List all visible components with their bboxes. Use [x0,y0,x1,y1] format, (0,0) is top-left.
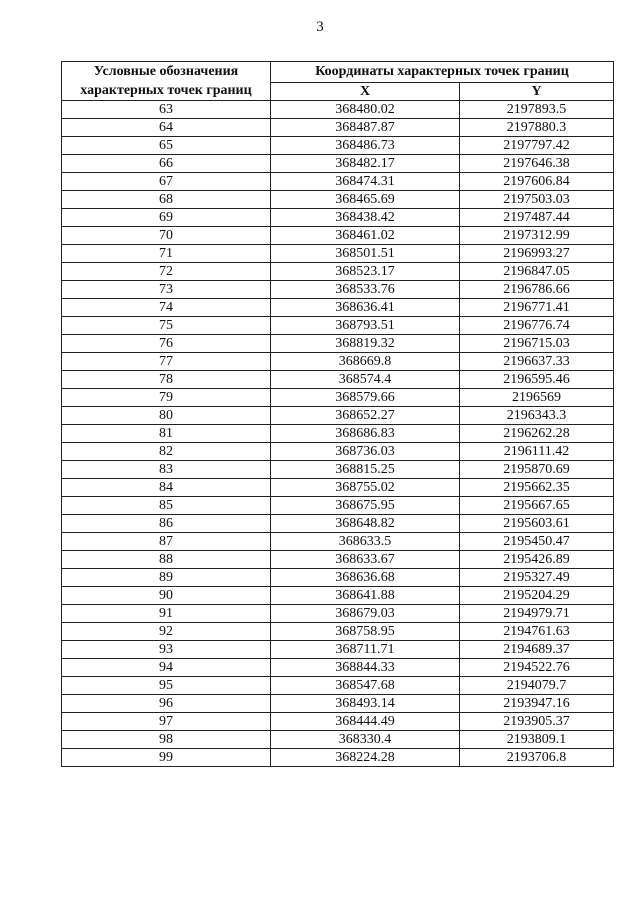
y-cell: 2196595.46 [460,371,614,389]
x-cell: 368493.14 [271,695,460,713]
y-cell: 2195426.89 [460,551,614,569]
y-cell: 2194689.37 [460,641,614,659]
point-cell: 65 [62,137,271,155]
table-row [62,497,614,515]
y-cell: 2195662.35 [460,479,614,497]
point-cell: 91 [62,605,271,623]
point-cell: 63 [62,101,271,119]
x-cell: 368633.67 [271,551,460,569]
y-cell: 2194761.63 [460,623,614,641]
x-cell: 368487.87 [271,119,460,137]
x-cell: 368486.73 [271,137,460,155]
point-cell: 94 [62,659,271,677]
table-row [62,461,614,479]
table-row [62,695,614,713]
point-cell: 75 [62,317,271,335]
point-cell: 81 [62,425,271,443]
y-cell: 2195450.47 [460,533,614,551]
x-cell: 368501.51 [271,245,460,263]
y-cell: 2196637.33 [460,353,614,371]
y-cell: 2196993.27 [460,245,614,263]
table-row [62,353,614,371]
point-cell: 76 [62,335,271,353]
table-row [62,641,614,659]
x-cell: 368444.49 [271,713,460,731]
table-row [62,263,614,281]
table-row [62,551,614,569]
x-cell: 368482.17 [271,155,460,173]
x-cell: 368819.32 [271,335,460,353]
header-coordinates: Координаты характерных точек границ [271,62,614,83]
x-cell: 368758.95 [271,623,460,641]
x-cell: 368533.76 [271,281,460,299]
table-row [62,569,614,587]
x-cell: 368736.03 [271,443,460,461]
table-row [62,407,614,425]
x-cell: 368438.42 [271,209,460,227]
point-cell: 73 [62,281,271,299]
x-cell: 368675.95 [271,497,460,515]
table-row [62,677,614,695]
y-cell: 2197312.99 [460,227,614,245]
table-row [62,425,614,443]
x-cell: 368652.27 [271,407,460,425]
table-row [62,335,614,353]
table-row [62,155,614,173]
x-cell: 368844.33 [271,659,460,677]
y-cell: 2196111.42 [460,443,614,461]
y-cell: 2197503.03 [460,191,614,209]
y-cell: 2197606.84 [460,173,614,191]
header-designations: Условные обозначения характерных точек границ [62,62,271,101]
x-cell: 368815.25 [271,461,460,479]
coordinates-table [61,61,614,767]
table-row [62,317,614,335]
point-cell: 88 [62,551,271,569]
x-cell: 368474.31 [271,173,460,191]
point-cell: 78 [62,371,271,389]
table-row [62,371,614,389]
point-cell: 77 [62,353,271,371]
point-cell: 70 [62,227,271,245]
y-cell: 2196771.41 [460,299,614,317]
table-row [62,137,614,155]
table-row [62,245,614,263]
point-cell: 74 [62,299,271,317]
x-cell: 368574.4 [271,371,460,389]
x-cell: 368579.66 [271,389,460,407]
y-cell: 2196262.28 [460,425,614,443]
point-cell: 86 [62,515,271,533]
y-cell: 2193706.8 [460,749,614,767]
point-cell: 99 [62,749,271,767]
x-cell: 368330.4 [271,731,460,749]
y-cell: 2196847.05 [460,263,614,281]
point-cell: 93 [62,641,271,659]
y-cell: 2197893.5 [460,101,614,119]
y-cell: 2193947.16 [460,695,614,713]
y-cell: 2195667.65 [460,497,614,515]
point-cell: 98 [62,731,271,749]
point-cell: 95 [62,677,271,695]
table-row [62,587,614,605]
x-cell: 368461.02 [271,227,460,245]
x-cell: 368686.83 [271,425,460,443]
y-cell: 2196343.3 [460,407,614,425]
y-cell: 2194522.76 [460,659,614,677]
x-cell: 368547.68 [271,677,460,695]
point-cell: 84 [62,479,271,497]
y-cell: 2197880.3 [460,119,614,137]
x-cell: 368633.5 [271,533,460,551]
point-cell: 89 [62,569,271,587]
y-cell: 2194979.71 [460,605,614,623]
table-row [62,101,614,119]
point-cell: 67 [62,173,271,191]
point-cell: 68 [62,191,271,209]
x-cell: 368711.71 [271,641,460,659]
point-cell: 92 [62,623,271,641]
point-cell: 97 [62,713,271,731]
table-row [62,533,614,551]
y-cell: 2197797.42 [460,137,614,155]
y-cell: 2196776.74 [460,317,614,335]
table-row [62,713,614,731]
point-cell: 96 [62,695,271,713]
table-row [62,605,614,623]
x-cell: 368793.51 [271,317,460,335]
point-cell: 79 [62,389,271,407]
table-row [62,209,614,227]
table-row [62,515,614,533]
x-cell: 368679.03 [271,605,460,623]
table-row [62,119,614,137]
point-cell: 83 [62,461,271,479]
x-cell: 368224.28 [271,749,460,767]
y-cell: 2195603.61 [460,515,614,533]
point-cell: 87 [62,533,271,551]
y-cell: 2195204.29 [460,587,614,605]
point-cell: 90 [62,587,271,605]
page-number: 3 [316,19,324,35]
x-cell: 368636.41 [271,299,460,317]
table-row [62,731,614,749]
table-row [62,443,614,461]
table-row [62,281,614,299]
header-y: Y [460,82,614,100]
table-row [62,389,614,407]
table-row [62,749,614,767]
table-row [62,659,614,677]
point-cell: 64 [62,119,271,137]
x-cell: 368465.69 [271,191,460,209]
point-cell: 80 [62,407,271,425]
x-cell: 368523.17 [271,263,460,281]
point-cell: 82 [62,443,271,461]
x-cell: 368641.88 [271,587,460,605]
y-cell: 2195327.49 [460,569,614,587]
table-row [62,299,614,317]
x-cell: 368636.68 [271,569,460,587]
y-cell: 2196715.03 [460,335,614,353]
point-cell: 72 [62,263,271,281]
point-cell: 71 [62,245,271,263]
table-row [62,623,614,641]
point-cell: 66 [62,155,271,173]
table-row [62,227,614,245]
table-row [62,479,614,497]
y-cell: 2197646.38 [460,155,614,173]
y-cell: 2196569 [460,389,614,407]
table-row [62,173,614,191]
header-x: X [271,82,460,100]
point-cell: 69 [62,209,271,227]
y-cell: 2197487.44 [460,209,614,227]
table-body [62,101,614,767]
table-row [62,191,614,209]
x-cell: 368480.02 [271,101,460,119]
y-cell: 2195870.69 [460,461,614,479]
y-cell: 2193905.37 [460,713,614,731]
y-cell: 2193809.1 [460,731,614,749]
x-cell: 368669.8 [271,353,460,371]
point-cell: 85 [62,497,271,515]
y-cell: 2194079.7 [460,677,614,695]
x-cell: 368648.82 [271,515,460,533]
y-cell: 2196786.66 [460,281,614,299]
x-cell: 368755.02 [271,479,460,497]
